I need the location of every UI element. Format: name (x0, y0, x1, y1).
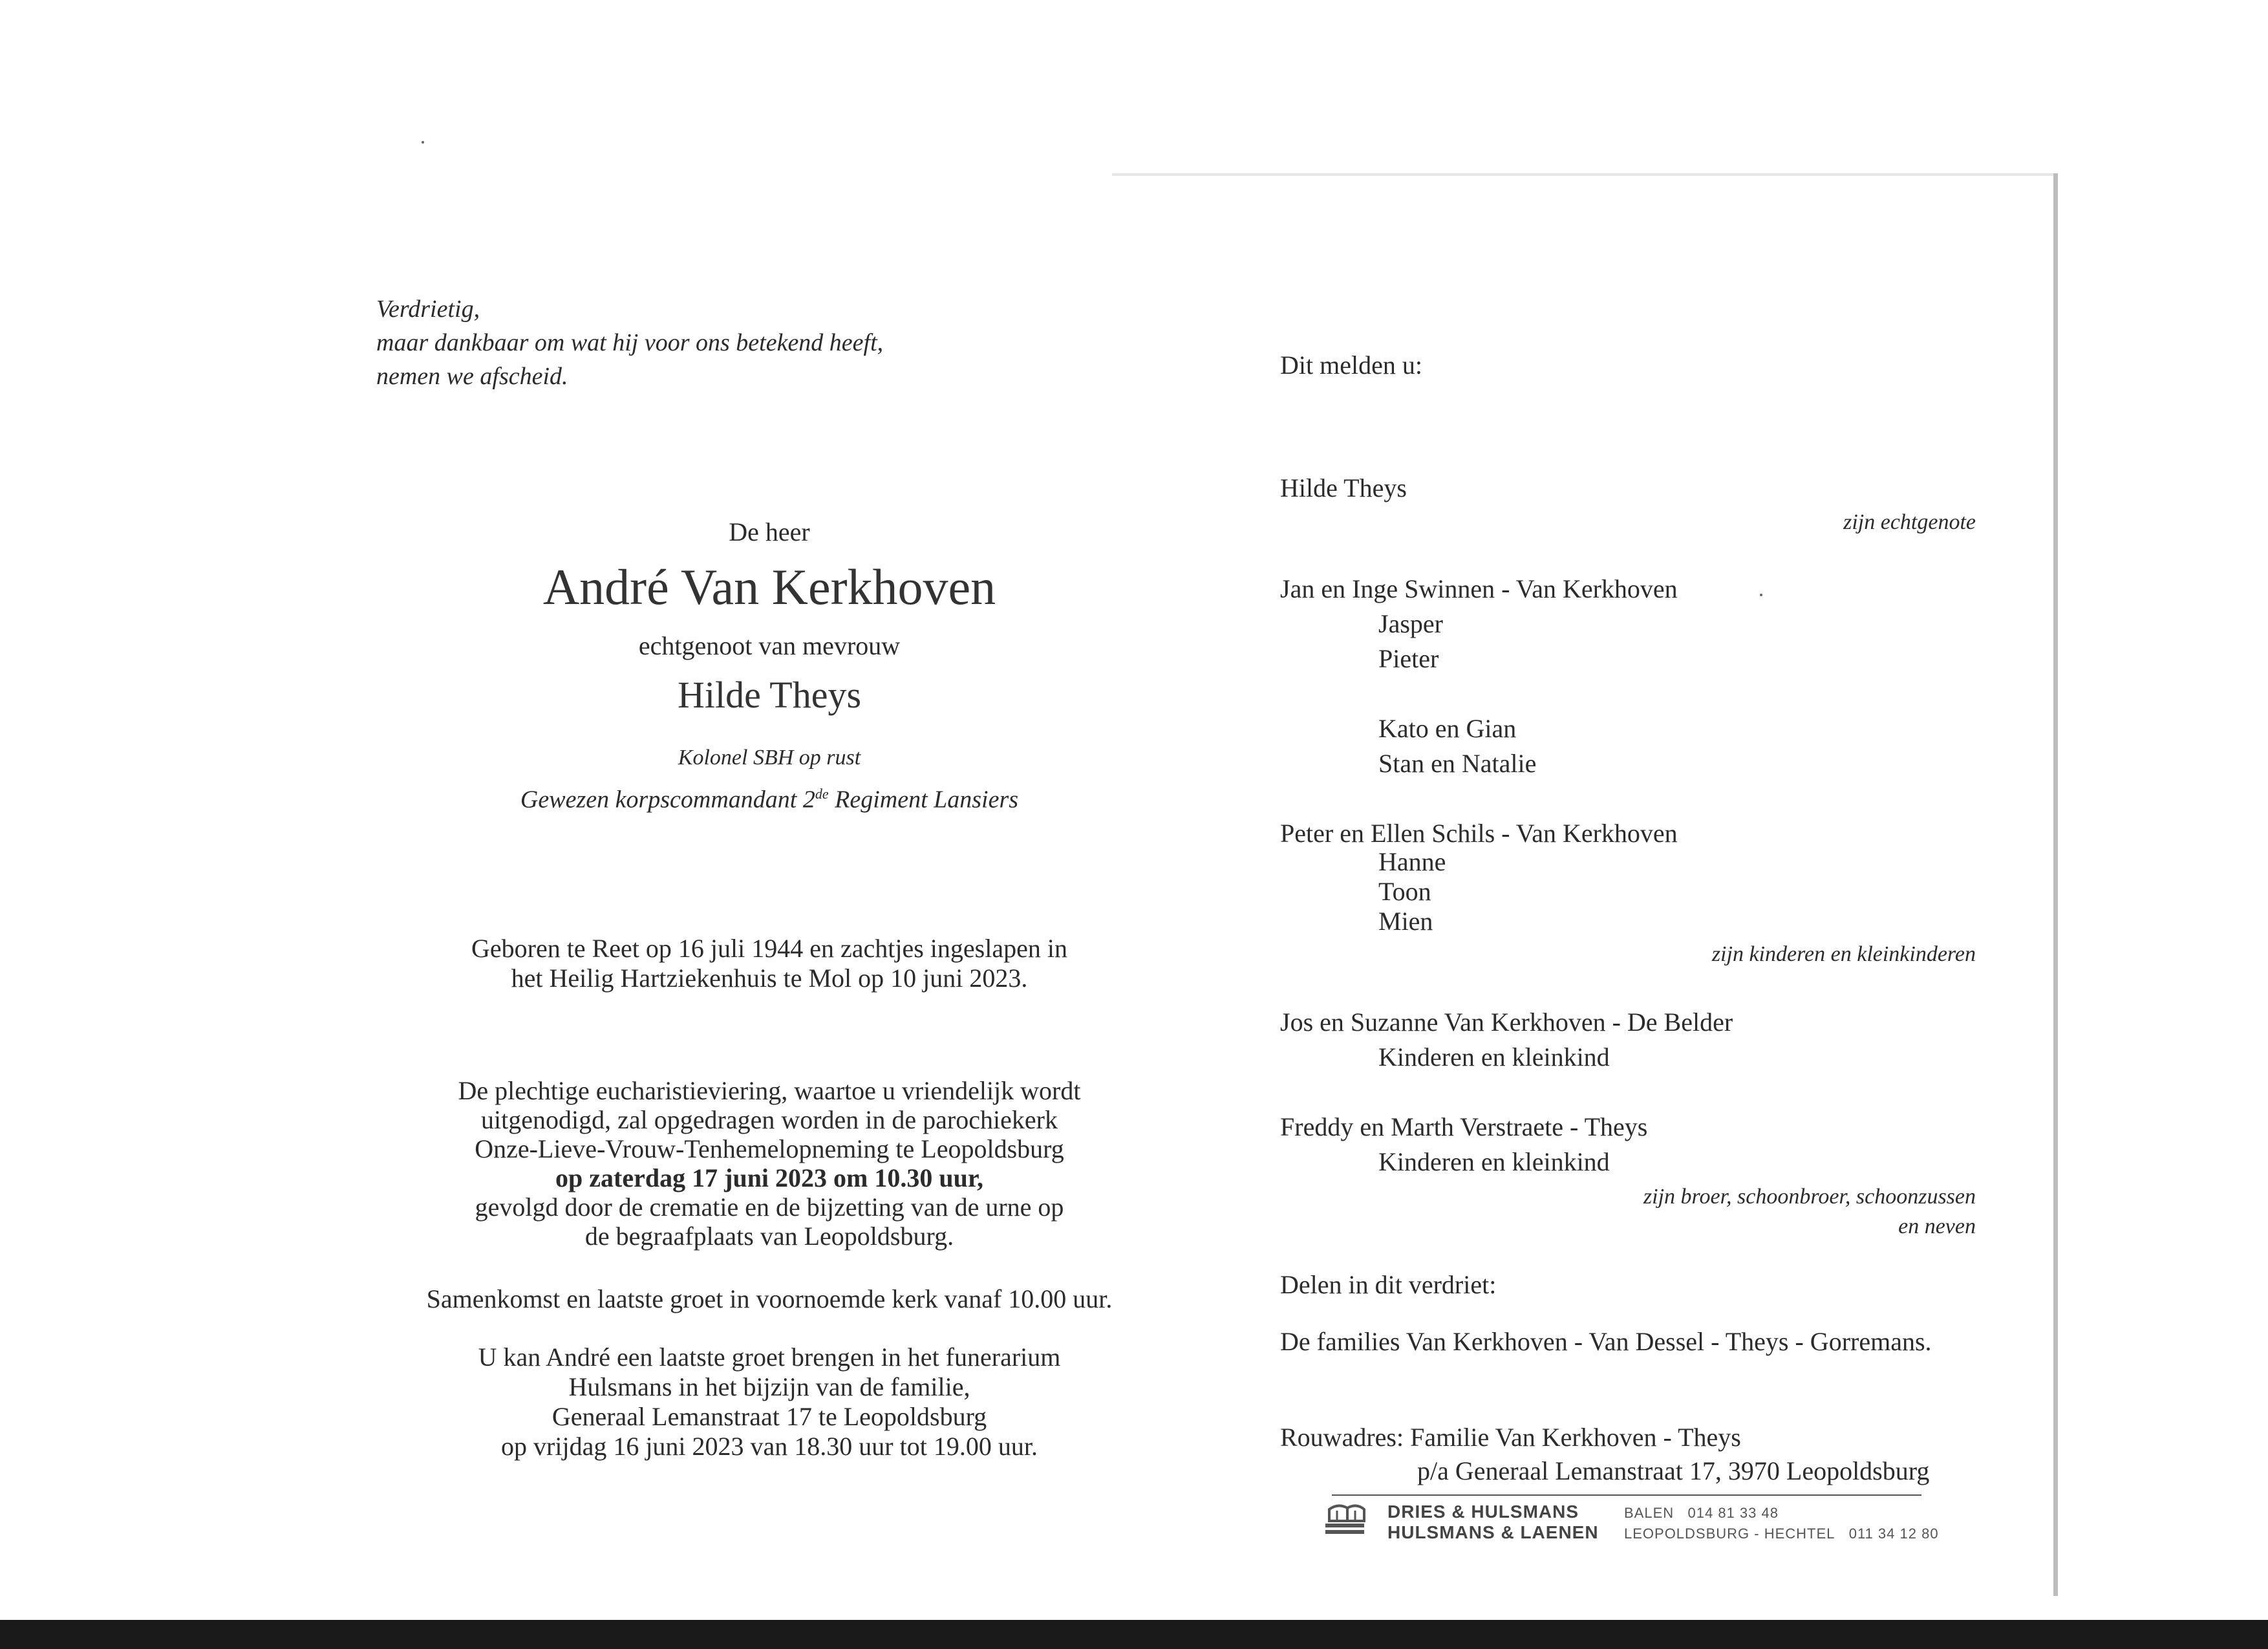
spouse-entry: Hilde Theys (1280, 473, 1407, 502)
grandchildren-2 (1378, 847, 1446, 936)
funeral-home-logo-icon (1324, 1502, 1368, 1539)
siblings-role (1422, 1182, 1976, 1242)
company-names (1387, 1502, 1599, 1543)
ceremony-paragraph (362, 1076, 1177, 1251)
address-street: p/a Generaal Lemanstraat 17, 3970 Leopoldsburg (1417, 1456, 1930, 1485)
grandchild: Jasper (1378, 609, 1443, 638)
birth-line: Geboren te Reet op 16 juli 1944 en zachtjes ingeslapen in (471, 934, 1067, 963)
ordinal-suffix: de (815, 786, 829, 802)
command-text: Regiment Lansiers (828, 786, 1019, 814)
funerarium-line: Generaal Lemanstraat 17 te Leopoldsburg (551, 1402, 987, 1431)
contact-location: LEOPOLDSBURG - HECHTEL (1624, 1525, 1835, 1542)
command-text: Gewezen korpscommandant 2 (520, 786, 815, 814)
sibling-family-2-kids: Kinderen en kleinkind (1378, 1147, 1610, 1176)
families-line: De families Van Kerkhoven - Van Dessel - Theys - Gorremans. (1280, 1327, 1932, 1356)
contact-location: BALEN (1624, 1505, 1674, 1521)
share-heading: Delen in dit verdriet: (1280, 1270, 1497, 1299)
birth-line: het Heilig Hartziekenhuis te Mol op 10 juni 2023. (511, 964, 1028, 993)
rank-title: Kolonel SBH op rust (678, 746, 861, 770)
grandchildren-1b (1378, 711, 1536, 781)
spouse-name: Hilde Theys (677, 674, 862, 716)
ceremony-date: op zaterdag 17 juni 2023 om 10.30 uur, (555, 1163, 983, 1192)
funerarium-line: op vrijdag 16 juni 2023 van 18.30 uur tot 19.00 uur. (501, 1432, 1038, 1461)
funerarium-line: Hulsmans in het bijzijn van de familie, (568, 1372, 970, 1401)
intro-line: Verdrietig, (376, 296, 480, 323)
funerarium-paragraph (362, 1342, 1177, 1461)
contact-line (1624, 1503, 1939, 1524)
grandchild: Toon (1378, 877, 1431, 906)
gathering-note: Samenkomst en laatste groet in voornoemde kerk vanaf 10.00 uur. (426, 1284, 1113, 1313)
sibling-family-1-kids: Kinderen en kleinkind (1378, 1042, 1610, 1072)
intro-line: maar dankbaar om wat hij voor ons betekend heeft, (376, 329, 884, 356)
address-label: Rouwadres: (1280, 1423, 1404, 1452)
company-name: HULSMANS & LAENEN (1387, 1522, 1599, 1542)
cremation-line: de begraafplaats van Leopoldsburg. (584, 1222, 954, 1251)
contact-phone: 011 34 12 80 (1848, 1525, 1939, 1542)
siblings-role-line: zijn broer, schoonbroer, schoonzussen (1643, 1185, 1976, 1209)
contact-line (1624, 1524, 1939, 1544)
cremation-line: gevolgd door de crematie en de bijzetting van de urne op (475, 1192, 1064, 1222)
scanner-border (0, 1620, 2268, 1649)
ceremony-line: Onze-Lieve-Vrouw-Tenhemelopneming te Leopoldsburg (475, 1134, 1064, 1163)
grandchild: Mien (1378, 907, 1433, 936)
company-contacts (1624, 1503, 1939, 1544)
scan-speck (1760, 594, 1762, 596)
child-family-1: Jan en Inge Swinnen - Van Kerkhoven (1280, 574, 1678, 603)
sibling-family-2: Freddy en Marth Verstraete - Theys (1280, 1112, 1648, 1141)
grandchildren-1 (1378, 607, 1443, 676)
children-role: zijn kinderen en kleinkinderen (1711, 942, 1976, 966)
grandchild: Stan en Natalie (1378, 749, 1537, 778)
spouse-intro: echtgenoot van mevrouw (638, 631, 901, 660)
sibling-family-1: Jos en Suzanne Van Kerkhoven - De Belder (1280, 1008, 1733, 1037)
footer-rule (1332, 1494, 1921, 1496)
ceremony-line: uitgenodigd, zal opgedragen worden in de parochiekerk (481, 1105, 1058, 1134)
scan-speck (422, 141, 424, 144)
announce-heading: Dit melden u: (1280, 350, 1422, 380)
birth-paragraph (362, 934, 1177, 993)
grandchild: Kato en Gian (1378, 714, 1517, 743)
siblings-role-line: en neven (1898, 1214, 1976, 1238)
former-command (362, 777, 1177, 817)
company-name: DRIES & HULSMANS (1387, 1502, 1579, 1522)
deceased-name: André Van Kerkhoven (542, 559, 996, 615)
page-edge (1112, 173, 2056, 176)
funerarium-line: U kan André een laatste groet brengen in het funerarium (478, 1342, 1061, 1372)
grandchild: Pieter (1378, 644, 1439, 673)
address-name: Familie Van Kerkhoven - Theys (1410, 1423, 1741, 1452)
contact-phone: 014 81 33 48 (1687, 1505, 1779, 1521)
salutation: De heer (729, 517, 810, 546)
child-family-2: Peter en Ellen Schils - Van Kerkhoven (1280, 819, 1678, 848)
spouse-role: zijn echtgenote (1843, 510, 1976, 534)
mourning-address (1280, 1420, 1741, 1455)
intro-line: nemen we afscheid. (376, 363, 568, 390)
page-edge-shadow (2053, 173, 2058, 1596)
grandchild: Hanne (1378, 847, 1446, 876)
intro-poem (376, 292, 1023, 393)
ceremony-line: De plechtige eucharistieviering, waartoe u vriendelijk wordt (458, 1076, 1081, 1105)
